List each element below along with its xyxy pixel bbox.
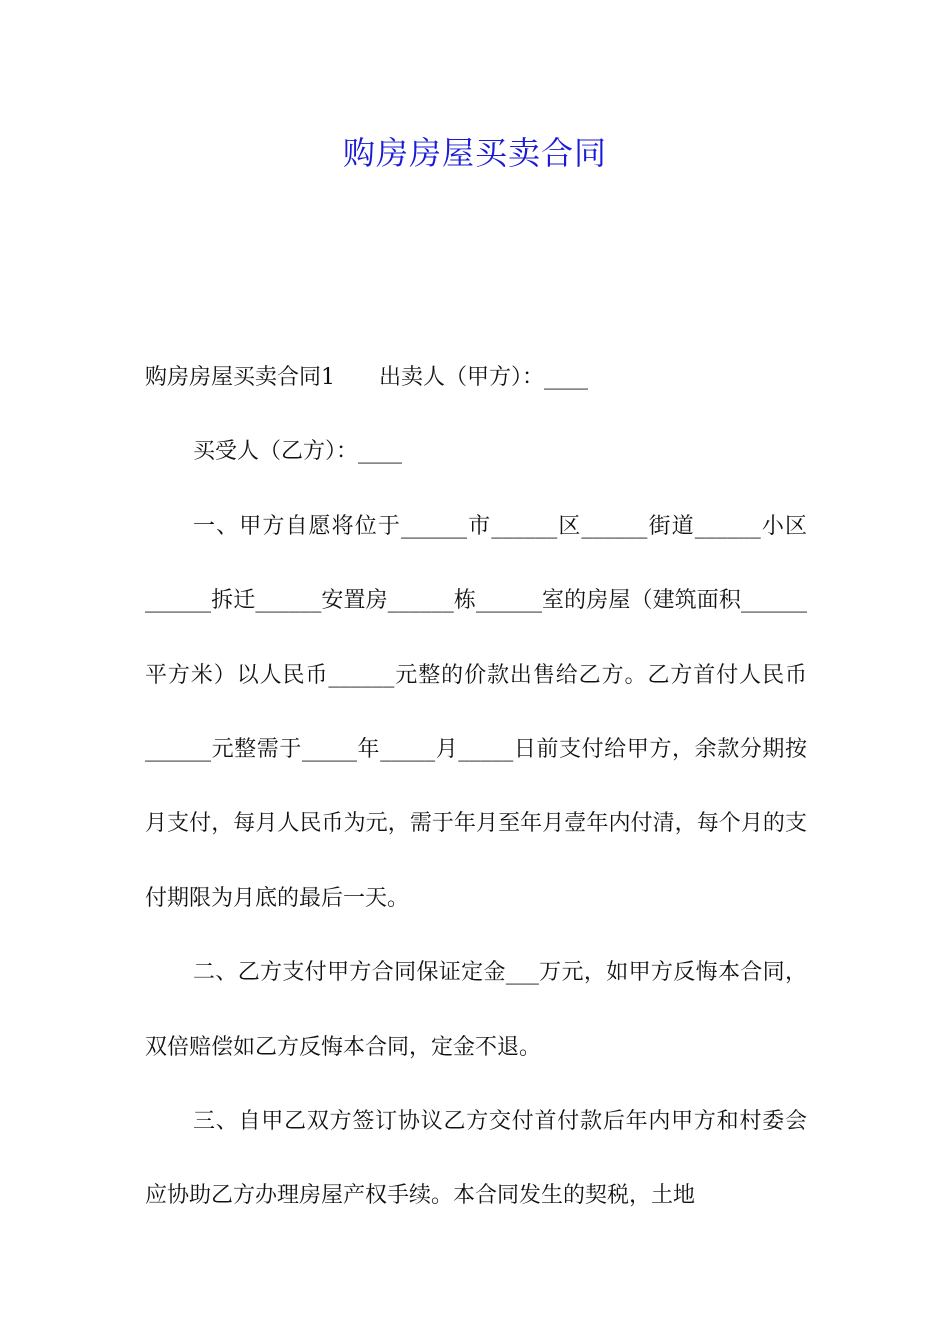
paragraph-contract-heading: 购房房屋买卖合同1 出卖人（甲方）：____ (145, 365, 588, 390)
paragraph-clause-3: 三、自甲乙双方签订协议乙方交付首付款后年内甲方和村委会应协助乙方办理房屋产权手续。本合同发生的契税，土地 (145, 1109, 807, 1209)
paragraph-clause-1: 一、甲方自愿将位于______市______区______街道______小区______拆迁______安置房______栋______室的房屋（建筑面积______平方米）以人民币______元整的价款出售给乙方。乙方首付人民币______元整需于_____年_____月_____日前支付给甲方，余款分期按月支付，每月人民币为元，需于年月至年月壹年内付清，每个月的支付期限为月底的最后一天。 (145, 513, 807, 911)
paragraph-clause-2: 二、乙方支付甲方合同保证定金___万元，如甲方反悔本合同，双倍赔偿如乙方反悔本合同，定金不退。 (145, 960, 807, 1060)
paragraph-buyer: 买受人（乙方）：____ (193, 439, 403, 465)
document-title: 购房房屋买卖合同 (342, 134, 607, 172)
document-body (145, 341, 807, 1234)
